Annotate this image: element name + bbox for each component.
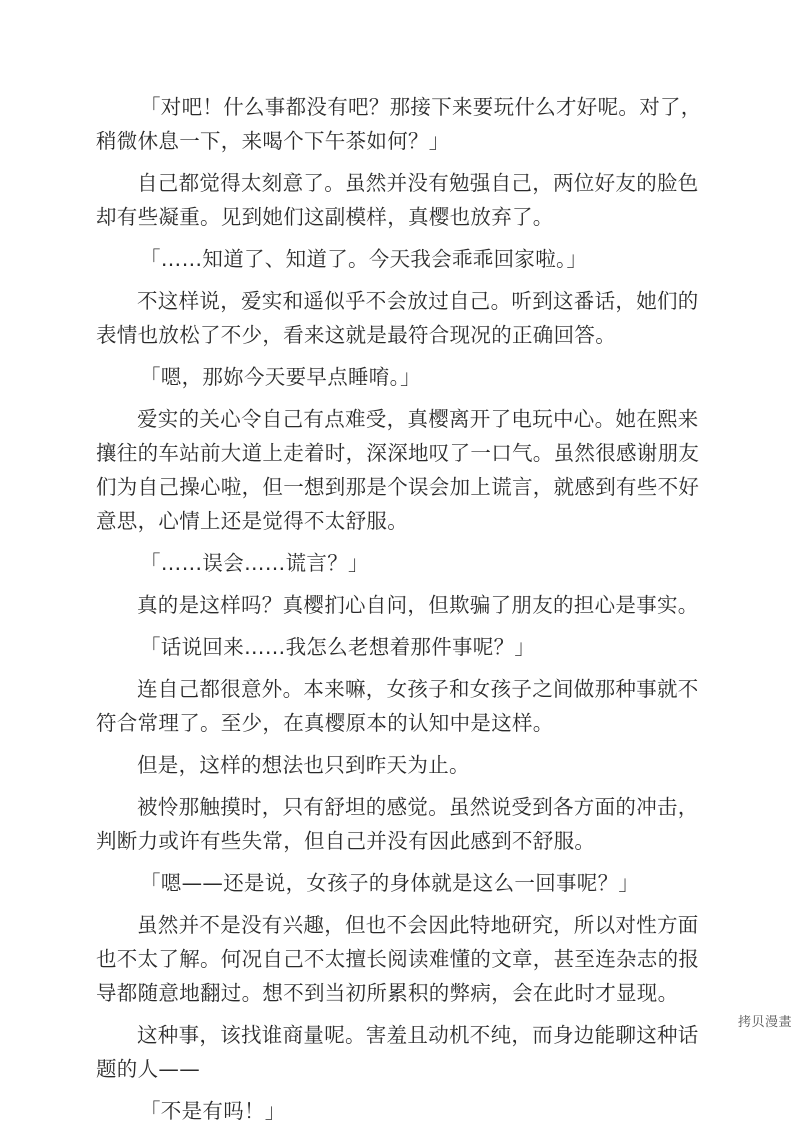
paragraph: 「不是有吗！」 (140, 1099, 286, 1123)
paragraph: 自己都觉得太刻意了。虽然并没有勉强自己，两位好友的脸色却有些凝重。见到她们这副模样，真樱也放弃了。 (96, 171, 699, 229)
paragraph: 「嗯——还是说，女孩子的身体就是这么一回事呢？」 (140, 871, 640, 895)
paragraph: 不这样说，爱实和遥似乎不会放过自己。听到这番话，她们的表情也放松了不少，看来这就是最符合现况的正确回答。 (96, 289, 699, 347)
paragraph: 这种事，该找谁商量呢。害羞且动机不纯，而身边能聊这种话题的人—— (96, 1023, 699, 1081)
paragraph: 「对吧！什么事都没有吧？那接下来要玩什么才好呢。对了，稍微休息一下，来喝个下午茶如何？」 (96, 95, 702, 153)
paragraph: 「嗯，那妳今天要早点睡唷。」 (140, 365, 421, 389)
watermark: 拷贝漫畫 (737, 1015, 792, 1030)
paragraph: 「……知道了、知道了。今天我会乖乖回家啦。」 (140, 247, 588, 271)
paragraph: 被怜那触摸时，只有舒坦的感觉。虽然说受到各方面的冲击，判断力或许有些失常，但自己并没有因此感到不舒服。 (96, 795, 699, 853)
paragraph: 虽然并不是没有兴趣，但也不会因此特地研究，所以对性方面也不太了解。何况自己不太擅长阅读难懂的文章，甚至连杂志的报导都随意地翻过。想不到当初所累积的弊病，会在此时才显现。 (96, 913, 700, 1005)
paragraph: 但是，这样的想法也只到昨天为止。 (137, 753, 470, 777)
paragraph: 爱实的关心令自己有点难受，真樱离开了电玩中心。她在熙来攘往的车站前大道上走着时，深深地叹了一口气。虽然很感谢朋友们为自己操心啦，但一想到那是个误会加上谎言，就感到有些不好意思，心情上还是觉得不太舒服。 (96, 407, 700, 533)
paragraph: 连自己都很意外。本来嘛，女孩子和女孩子之间做那种事就不符合常理了。至少，在真樱原本的认知中是这样。 (96, 677, 699, 735)
text-body (96, 90, 716, 1128)
paragraph: 真的是这样吗？真樱扪心自问，但欺骗了朋友的担心是事实。 (137, 593, 699, 617)
paragraph: 「话说回来……我怎么老想着那件事呢？」 (140, 635, 536, 659)
paragraph: 「……误会……谎言？」 (140, 551, 369, 575)
